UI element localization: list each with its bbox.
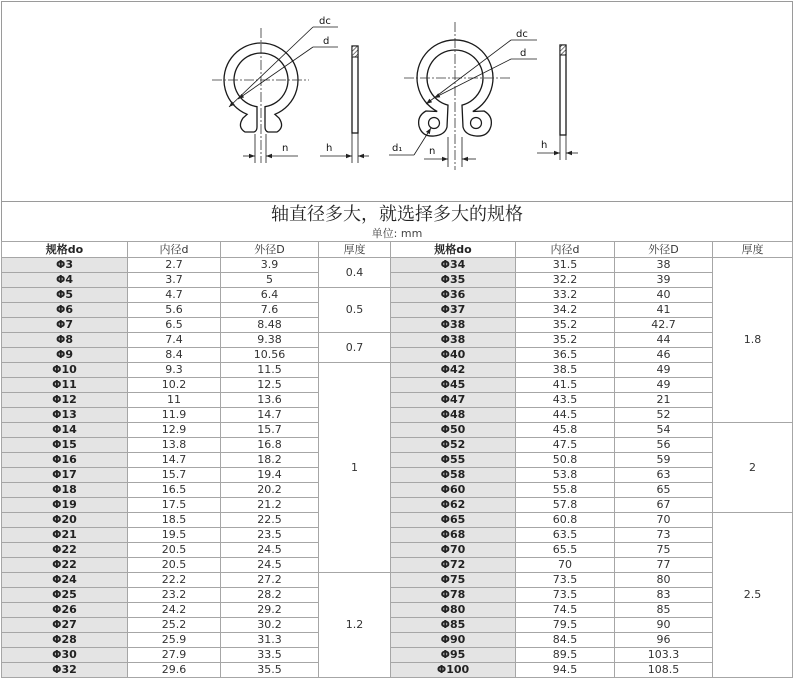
outer-diameter-cell: 85: [615, 603, 712, 617]
inner-diameter-cell: 10.2: [128, 378, 220, 392]
right-lug-hole-left: [429, 118, 440, 129]
right-label-d: d: [520, 48, 527, 59]
inner-diameter-cell: 11.9: [128, 408, 220, 422]
inner-diameter-cell: 20.5: [128, 558, 220, 572]
outer-diameter-cell: 54: [615, 423, 712, 437]
spec-cell: Φ24: [2, 573, 127, 587]
outer-diameter-cell: 24.5: [221, 558, 318, 572]
outer-diameter-cell: 35.5: [221, 663, 318, 677]
spec-cell: Φ35: [391, 273, 515, 287]
inner-diameter-cell: 16.5: [128, 483, 220, 497]
outer-diameter-cell: 20.2: [221, 483, 318, 497]
outer-diameter-cell: 15.7: [221, 423, 318, 437]
thickness-cell: 0.4: [319, 258, 390, 287]
spec-cell: Φ16: [2, 453, 127, 467]
inner-diameter-cell: 22.2: [128, 573, 220, 587]
spec-cell: Φ22: [2, 558, 127, 572]
outer-diameter-cell: 6.4: [221, 288, 318, 302]
header-inner-diameter-left: 内径d: [128, 242, 220, 257]
inner-diameter-cell: 94.5: [516, 663, 614, 677]
spec-cell: Φ90: [391, 633, 515, 647]
thickness-cell: 0.5: [319, 288, 390, 332]
right-label-dc: dc: [516, 29, 528, 40]
spec-cell: Φ9: [2, 348, 127, 362]
inner-diameter-cell: 35.2: [516, 333, 614, 347]
inner-diameter-cell: 5.6: [128, 303, 220, 317]
outer-diameter-cell: 108.5: [615, 663, 712, 677]
spec-cell: Φ68: [391, 528, 515, 542]
inner-diameter-cell: 55.8: [516, 483, 614, 497]
inner-diameter-cell: 18.5: [128, 513, 220, 527]
spec-cell: Φ45: [391, 378, 515, 392]
inner-diameter-cell: 41.5: [516, 378, 614, 392]
outer-diameter-cell: 23.5: [221, 528, 318, 542]
inner-diameter-cell: 19.5: [128, 528, 220, 542]
outer-diameter-cell: 49: [615, 378, 712, 392]
right-lug-hole-right: [471, 118, 482, 129]
outer-diameter-cell: 38: [615, 258, 712, 272]
left-leader-line-dc: [229, 27, 313, 107]
left-circlip-drawing: [212, 16, 369, 163]
left-circlip-side-view: [352, 46, 358, 133]
inner-diameter-cell: 63.5: [516, 528, 614, 542]
header-thickness-right: 厚度: [713, 242, 792, 257]
spec-cell: Φ4: [2, 273, 127, 287]
inner-diameter-cell: 29.6: [128, 663, 220, 677]
inner-diameter-cell: 8.4: [128, 348, 220, 362]
header-thickness-left: 厚度: [319, 242, 390, 257]
spec-cell: Φ32: [2, 663, 127, 677]
outer-diameter-cell: 16.8: [221, 438, 318, 452]
spec-cell: Φ3: [2, 258, 127, 272]
outer-diameter-cell: 63: [615, 468, 712, 482]
left-side-view-hatch: [352, 46, 358, 57]
outer-diameter-cell: 3.9: [221, 258, 318, 272]
inner-diameter-cell: 70: [516, 558, 614, 572]
inner-diameter-cell: 60.8: [516, 513, 614, 527]
spec-cell: Φ30: [2, 648, 127, 662]
spec-cell: Φ5: [2, 288, 127, 302]
outer-diameter-cell: 12.5: [221, 378, 318, 392]
outer-diameter-cell: 73: [615, 528, 712, 542]
spec-cell: Φ36: [391, 288, 515, 302]
spec-cell: Φ19: [2, 498, 127, 512]
outer-diameter-cell: 29.2: [221, 603, 318, 617]
spec-cell: Φ22: [2, 543, 127, 557]
outer-diameter-cell: 42.7: [615, 318, 712, 332]
inner-diameter-cell: 73.5: [516, 573, 614, 587]
thickness-cell: 2.5: [713, 513, 792, 677]
inner-diameter-cell: 43.5: [516, 393, 614, 407]
inner-diameter-cell: 17.5: [128, 498, 220, 512]
spec-cell: Φ13: [2, 408, 127, 422]
inner-diameter-cell: 73.5: [516, 588, 614, 602]
inner-diameter-cell: 35.2: [516, 318, 614, 332]
spec-cell: Φ40: [391, 348, 515, 362]
outer-diameter-cell: 56: [615, 438, 712, 452]
inner-diameter-cell: 25.2: [128, 618, 220, 632]
right-circlip-drawing: [389, 22, 578, 170]
inner-diameter-cell: 13.8: [128, 438, 220, 452]
outer-diameter-cell: 13.6: [221, 393, 318, 407]
inner-diameter-cell: 50.8: [516, 453, 614, 467]
right-label-h: h: [541, 140, 548, 151]
left-label-n: n: [282, 143, 289, 154]
outer-diameter-cell: 19.4: [221, 468, 318, 482]
outer-diameter-cell: 5: [221, 273, 318, 287]
spec-cell: Φ18: [2, 483, 127, 497]
spec-cell: Φ11: [2, 378, 127, 392]
spec-cell: Φ100: [391, 663, 515, 677]
inner-diameter-cell: 36.5: [516, 348, 614, 362]
left-label-d: d: [323, 36, 330, 47]
spec-cell: Φ27: [2, 618, 127, 632]
right-label-d1: d₁: [392, 143, 403, 154]
outer-diameter-cell: 9.38: [221, 333, 318, 347]
inner-diameter-cell: 11: [128, 393, 220, 407]
spec-cell: Φ28: [2, 633, 127, 647]
outer-diameter-cell: 21.2: [221, 498, 318, 512]
outer-diameter-cell: 65: [615, 483, 712, 497]
spec-cell: Φ15: [2, 438, 127, 452]
outer-diameter-cell: 41: [615, 303, 712, 317]
spec-cell: Φ72: [391, 558, 515, 572]
spec-cell: Φ37: [391, 303, 515, 317]
left-label-dc: dc: [319, 16, 331, 27]
spec-cell: Φ17: [2, 468, 127, 482]
outer-diameter-cell: 44: [615, 333, 712, 347]
spec-cell: Φ38: [391, 318, 515, 332]
header-outer-diameter-left: 外径D: [221, 242, 318, 257]
section-divider: [2, 201, 792, 202]
thickness-cell: 0.7: [319, 333, 390, 362]
spec-cell: Φ70: [391, 543, 515, 557]
spec-cell: Φ80: [391, 603, 515, 617]
outer-diameter-cell: 21: [615, 393, 712, 407]
outer-diameter-cell: 52: [615, 408, 712, 422]
inner-diameter-cell: 34.2: [516, 303, 614, 317]
right-label-n: n: [429, 146, 436, 157]
inner-diameter-cell: 45.8: [516, 423, 614, 437]
spec-cell: Φ25: [2, 588, 127, 602]
outer-diameter-cell: 70: [615, 513, 712, 527]
inner-diameter-cell: 20.5: [128, 543, 220, 557]
inner-diameter-cell: 84.5: [516, 633, 614, 647]
spec-cell: Φ60: [391, 483, 515, 497]
right-circlip-side-view: [560, 45, 566, 135]
inner-diameter-cell: 53.8: [516, 468, 614, 482]
header-inner-diameter-right: 内径d: [516, 242, 614, 257]
spec-cell: Φ58: [391, 468, 515, 482]
inner-diameter-cell: 25.9: [128, 633, 220, 647]
outer-diameter-cell: 80: [615, 573, 712, 587]
outer-diameter-cell: 8.48: [221, 318, 318, 332]
inner-diameter-cell: 32.2: [516, 273, 614, 287]
outer-diameter-cell: 28.2: [221, 588, 318, 602]
circlip-dimension-diagram: [0, 0, 794, 200]
spec-cell: Φ12: [2, 393, 127, 407]
thickness-cell: 1.8: [713, 258, 792, 422]
inner-diameter-cell: 3.7: [128, 273, 220, 287]
left-label-h: h: [326, 143, 333, 154]
outer-diameter-cell: 39: [615, 273, 712, 287]
inner-diameter-cell: 44.5: [516, 408, 614, 422]
outer-diameter-cell: 67: [615, 498, 712, 512]
spec-cell: Φ50: [391, 423, 515, 437]
inner-diameter-cell: 33.2: [516, 288, 614, 302]
inner-diameter-cell: 24.2: [128, 603, 220, 617]
spec-cell: Φ52: [391, 438, 515, 452]
thickness-cell: 1: [319, 363, 390, 572]
spec-cell: Φ10: [2, 363, 127, 377]
outer-diameter-cell: 27.2: [221, 573, 318, 587]
spec-cell: Φ47: [391, 393, 515, 407]
inner-diameter-cell: 2.7: [128, 258, 220, 272]
inner-diameter-cell: 57.8: [516, 498, 614, 512]
unit-note: 单位: mm: [371, 227, 423, 240]
inner-diameter-cell: 9.3: [128, 363, 220, 377]
spec-cell: Φ85: [391, 618, 515, 632]
inner-diameter-cell: 23.2: [128, 588, 220, 602]
spec-cell: Φ20: [2, 513, 127, 527]
spec-cell: Φ42: [391, 363, 515, 377]
outer-diameter-cell: 18.2: [221, 453, 318, 467]
spec-cell: Φ65: [391, 513, 515, 527]
inner-diameter-cell: 7.4: [128, 333, 220, 347]
outer-diameter-cell: 96: [615, 633, 712, 647]
spec-cell: Φ14: [2, 423, 127, 437]
spec-cell: Φ7: [2, 318, 127, 332]
inner-diameter-cell: 47.5: [516, 438, 614, 452]
inner-diameter-cell: 4.7: [128, 288, 220, 302]
outer-diameter-cell: 46: [615, 348, 712, 362]
outer-diameter-cell: 11.5: [221, 363, 318, 377]
outer-diameter-cell: 90: [615, 618, 712, 632]
spec-cell: Φ21: [2, 528, 127, 542]
spec-cell: Φ8: [2, 333, 127, 347]
outer-diameter-cell: 24.5: [221, 543, 318, 557]
header-spec-left: 规格do: [2, 242, 127, 257]
outer-diameter-cell: 59: [615, 453, 712, 467]
outer-diameter-cell: 22.5: [221, 513, 318, 527]
page-title: 轴直径多大，就选择多大的规格: [271, 204, 523, 225]
inner-diameter-cell: 89.5: [516, 648, 614, 662]
outer-diameter-cell: 40: [615, 288, 712, 302]
spec-table: [1, 241, 793, 678]
spec-cell: Φ38: [391, 333, 515, 347]
spec-cell: Φ6: [2, 303, 127, 317]
inner-diameter-cell: 74.5: [516, 603, 614, 617]
spec-cell: Φ95: [391, 648, 515, 662]
inner-diameter-cell: 79.5: [516, 618, 614, 632]
outer-diameter-cell: 10.56: [221, 348, 318, 362]
inner-diameter-cell: 65.5: [516, 543, 614, 557]
inner-diameter-cell: 6.5: [128, 318, 220, 332]
spec-cell: Φ48: [391, 408, 515, 422]
right-leader-line-d: [434, 59, 511, 98]
outer-diameter-cell: 7.6: [221, 303, 318, 317]
inner-diameter-cell: 15.7: [128, 468, 220, 482]
spec-cell: Φ62: [391, 498, 515, 512]
inner-diameter-cell: 12.9: [128, 423, 220, 437]
inner-diameter-cell: 14.7: [128, 453, 220, 467]
header-spec-right: 规格do: [391, 242, 515, 257]
inner-diameter-cell: 38.5: [516, 363, 614, 377]
outer-diameter-cell: 77: [615, 558, 712, 572]
inner-diameter-cell: 31.5: [516, 258, 614, 272]
outer-diameter-cell: 33.5: [221, 648, 318, 662]
outer-diameter-cell: 30.2: [221, 618, 318, 632]
outer-diameter-cell: 103.3: [615, 648, 712, 662]
spec-cell: Φ78: [391, 588, 515, 602]
thickness-cell: 1.2: [319, 573, 390, 677]
inner-diameter-cell: 27.9: [128, 648, 220, 662]
header-outer-diameter-right: 外径D: [615, 242, 712, 257]
spec-cell: Φ26: [2, 603, 127, 617]
spec-cell: Φ55: [391, 453, 515, 467]
thickness-cell: 2: [713, 423, 792, 512]
spec-cell: Φ34: [391, 258, 515, 272]
spec-cell: Φ75: [391, 573, 515, 587]
outer-diameter-cell: 83: [615, 588, 712, 602]
outer-diameter-cell: 49: [615, 363, 712, 377]
outer-diameter-cell: 14.7: [221, 408, 318, 422]
outer-diameter-cell: 31.3: [221, 633, 318, 647]
outer-diameter-cell: 75: [615, 543, 712, 557]
right-side-view-hatch: [560, 45, 566, 55]
